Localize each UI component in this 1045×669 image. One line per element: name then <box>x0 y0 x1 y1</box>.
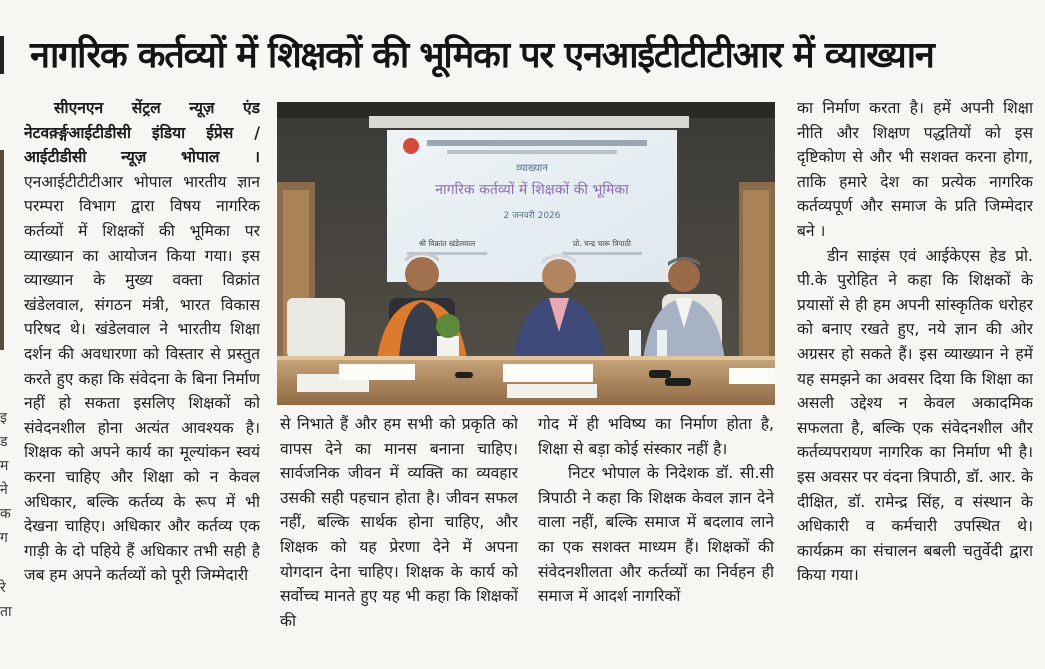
edge-fragment: म <box>0 458 9 474</box>
screen-label: व्याख्यान <box>516 163 548 174</box>
screen-speaker-name: श्री विक्रांत खंडेलवाल <box>418 239 476 248</box>
edge-photo-strip <box>0 150 4 350</box>
institute-logo-icon <box>403 138 419 154</box>
event-photo-illustration <box>277 102 775 405</box>
column-3-paragraph-2: निटर भोपाल के निदेशक डॉ. सी.सी त्रिपाठी ने कहा कि शिक्षक केवल ज्ञान देने वाला नहीं, बल्कि समाज में बदलाव लाने का एक सशक्त माध्यम हैं। शिक्षकों की संवेदनशीलता और कर्तव्यों का निर्वहन ही समाज में आदर्श नागरिकों <box>538 464 774 606</box>
byline: सीएनएन सेंट्रल न्यूज़ एंड नेटवर्क़्ङ्गआईटीडीसी इंडिया ईप्रेस /आईटीडीसी न्यूज़ भोपाल । <box>24 99 260 167</box>
column-4-paragraph-2: डीन साइंस एवं आईकेएस हेड प्रो. पी.के पुरोहित ने कहा कि शिक्षकों के प्रयासों से ही हम अपनी सांस्कृतिक धरोहर को बनाए रखते हुए, नये ज्ञान की ओर अग्रसर हो सकते हैं। इस व्याख्यान ने हमें यह समझने का अवसर दिया कि शिक्षा का असली उद्देश्य न केवल अकादमिक सफलता है, बल्कि एक संवेदनशील और कर्तव्यपरायण नागरिक का निर्माण भी है। इस अवसर पर वंदना त्रिपाठी, डॉ. आर. के दीक्षित, डॉ. रामेन्द्र सिंह, व संस्थान के अधिकारी व कर्मचारी उपस्थित थे। कार्यक्रम का संचालन बबली चतुर्वेदी द्वारा किया गया। <box>797 246 1033 585</box>
article-column-1 <box>24 96 260 661</box>
screen-date: 2 जनवरी 2026 <box>503 211 561 221</box>
edge-fragment: इ <box>0 410 7 426</box>
edge-fragment: ने <box>0 482 8 498</box>
column-4-paragraph-1: का निर्माण करता है। हमें अपनी शिक्षा नीति और शिक्षण पद्धतियों को इस दृष्टिकोण से और भी सशक्त करना होगा, ताकि हमारे देश का प्रत्येक नागरिक कर्तव्यपूर्ण और समाज के प्रति जिम्मेदार बने । <box>797 99 1033 240</box>
edge-fragment: क <box>0 506 11 522</box>
edge-fragment: ता <box>0 604 12 620</box>
article-column-3 <box>538 412 774 662</box>
article-column-4 <box>797 96 1033 661</box>
left-edge-clipping <box>0 0 12 669</box>
edge-fragment: रे <box>0 580 6 596</box>
article-column-2 <box>280 412 518 662</box>
edge-rule <box>0 36 4 74</box>
screen-chair-name: प्रो. चन्द्र चारू त्रिपाठी <box>573 239 631 248</box>
edge-fragment: ड <box>0 434 8 450</box>
edge-fragment: ग <box>0 530 8 546</box>
headline: नागरिक कर्तव्यों में शिक्षकों की भूमिका पर एनआईटीटीटीआर में व्याख्यान <box>30 34 934 76</box>
column-3-paragraph-1: गोद में ही भविष्य का निर्माण होता है, शिक्षा से बड़ा कोई संस्कार नहीं है। <box>538 415 774 458</box>
column-2-text: से निभाते हैं और हम सभी को प्रकृति को वापस देने का मानस बनाना चाहिए। सार्वजनिक जीवन में व्यक्ति का व्यवहार उसकी सही पहचान होता है। जीवन सफल नहीं, बल्कि सार्थक होना चाहिए, और शिक्षक को यह प्रेरणा देने में अपना योगदान देना चाहिए। शिक्षक के कार्य को सर्वोच्च मानते हुए यह भी कहा कि शिक्षकों की <box>280 415 518 630</box>
screen-title: नागरिक कर्तव्यों में शिक्षकों की भूमिका <box>435 182 629 198</box>
event-photo <box>277 102 775 405</box>
column-1-text: एनआईटीटीटीआर भोपाल भारतीय ज्ञान परम्परा विभाग द्वारा विषय नागरिक कर्तव्यों में शिक्षकों की भूमिका पर व्याख्यान का आयोजन किया गया। इस व्याख्यान के मुख्य वक्ता विक्रांत खंडेलवाल, संगठन मंत्री, भारत विकास परिषद थे। खंडेलवाल ने भारतीय शिक्षा दर्शन की अवधारणा को विस्तार से प्रस्तुत करते हुए कहा कि संवेदना के बिना निर्माण नहीं हो सकता इसलिए शिक्षकों को संवेदनशील होना अत्यंत आवश्यक है। शिक्षक को अपने कार्य का मूल्यांकन स्वयं करना चाहिए और शिक्षा को न केवल अधिकार, बल्कि कर्तव्य के रूप में भी देखना चाहिए। अधिकार और कर्तव्य एक गाड़ी के दो पहिये हैं अधिकार तभी सही है जब हम अपने कर्तव्यों को पूरी जिम्मेदारी <box>24 172 260 585</box>
